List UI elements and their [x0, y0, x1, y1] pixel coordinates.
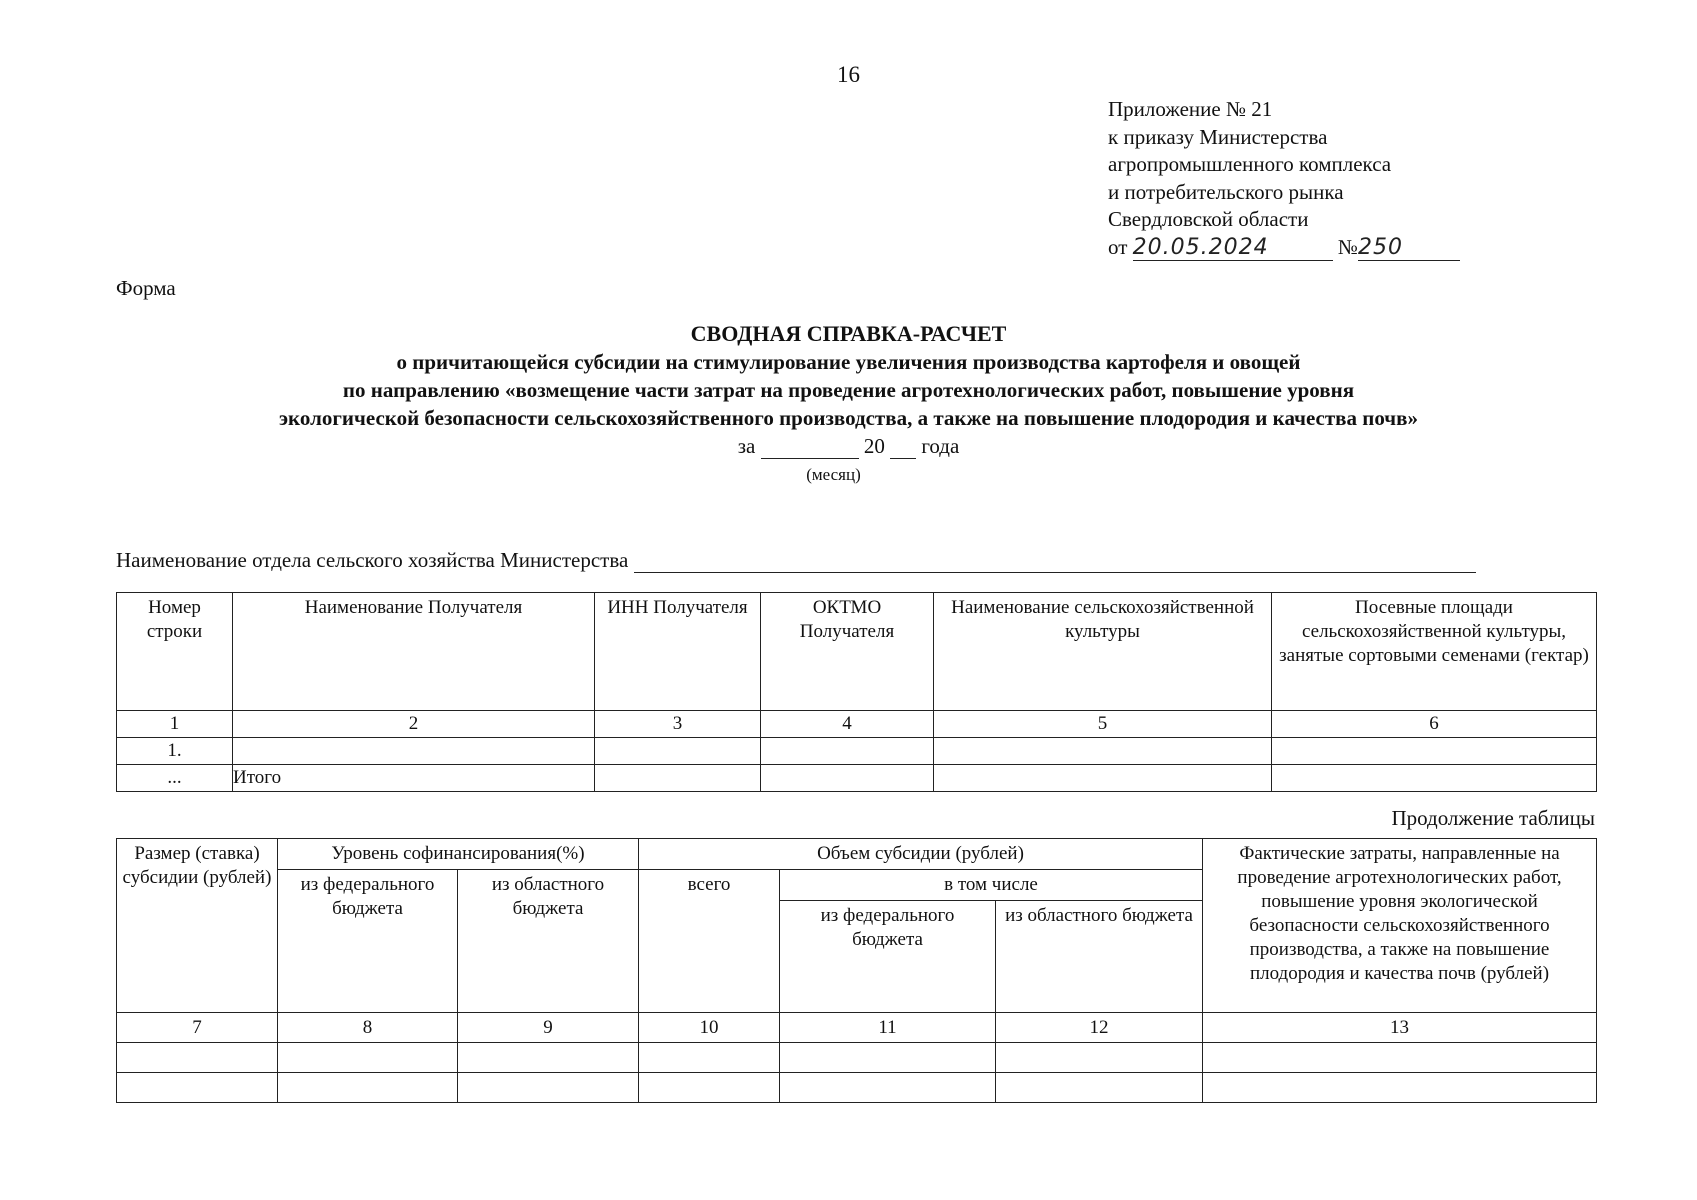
header-row-number: Номер строки: [117, 593, 233, 711]
empty-cell: [639, 1073, 780, 1103]
page-number: 16: [837, 62, 860, 87]
title-line-4: экологической безопасности сельскохозяйственного производства, а также на повышение плодородия и качества почв»: [278, 406, 1418, 430]
period-line: [0, 434, 1697, 459]
appendix-line-2: к приказу Министерства: [1108, 124, 1328, 149]
column-number-2: 2: [233, 711, 595, 738]
title-line-2: о причитающейся субсидии на стимулирование увеличения производства картофеля и овощей: [396, 350, 1301, 374]
row-1-cell: [934, 738, 1272, 765]
header-oktmo: ОКТМО Получателя: [761, 593, 934, 711]
appendix-block: [1108, 96, 1460, 261]
department-line: [116, 548, 1476, 573]
continuation-table: [116, 838, 1597, 1103]
appendix-line-5: Свердловской области: [1108, 207, 1309, 231]
year-prefix: 20: [863, 434, 885, 458]
empty-cell: [996, 1073, 1203, 1103]
header-sown-area: Посевные площади сельскохозяйственной культуры, занятые сортовыми семенами (гектар): [1272, 593, 1597, 711]
header-inn: ИНН Получателя: [595, 593, 761, 711]
number-prefix: №: [1337, 234, 1358, 259]
table-row: [117, 738, 1597, 765]
column-number-6: 6: [1272, 711, 1597, 738]
continuation-label: Продолжение таблицы: [1391, 806, 1595, 830]
empty-cell: [996, 1043, 1203, 1073]
empty-cell: [639, 1043, 780, 1073]
total-cell: [595, 765, 761, 792]
empty-cell: [117, 1043, 278, 1073]
column-number-8: 8: [278, 1013, 458, 1043]
row-1-cell: [761, 738, 934, 765]
header-actual-costs: Фактические затраты, направленные на проведение агротехнологических работ, повышение уровня экологической безопасности сельскохозяйственного производства, а также на повышение плодородия и качества почв (рублей): [1203, 839, 1597, 1013]
column-number-10: 10: [639, 1013, 780, 1043]
header-cofin-regional: из областного бюджета: [458, 870, 639, 1013]
form-label: Форма: [116, 276, 176, 300]
header-row-1: [117, 839, 1597, 870]
header-subsidy-volume: Объем субсидии (рублей): [639, 839, 1203, 870]
empty-cell: [278, 1073, 458, 1103]
department-label: Наименование отдела сельского хозяйства Министерства: [116, 548, 629, 572]
table-row: [117, 1043, 1597, 1073]
order-date-field: [1133, 234, 1333, 261]
header-cofin-federal: из федерального бюджета: [278, 870, 458, 1013]
table-row: [117, 1073, 1597, 1103]
appendix-line-3: агропромышленного комплекса: [1108, 152, 1392, 176]
column-number-7: 7: [117, 1013, 278, 1043]
appendix-line-1: Приложение № 21: [1108, 97, 1273, 121]
title-line-1: СВОДНАЯ СПРАВКА-РАСЧЕТ: [690, 321, 1007, 346]
year-blank: [890, 438, 916, 459]
column-number-4: 4: [761, 711, 934, 738]
column-number-3: 3: [595, 711, 761, 738]
month-blank: [761, 438, 859, 459]
appendix-line-4: и потребительского рынка: [1108, 179, 1344, 204]
column-number-11: 11: [780, 1013, 996, 1043]
appendix-date-line: [1108, 234, 1460, 262]
total-row: [117, 765, 1597, 792]
order-number-field: [1358, 234, 1460, 261]
document-title: [0, 320, 1697, 432]
empty-cell: [1203, 1073, 1597, 1103]
header-cofinancing: Уровень софинансирования(%): [278, 839, 639, 870]
column-number-5: 5: [934, 711, 1272, 738]
period-prefix: за: [737, 434, 756, 458]
header-volume-federal: из федерального бюджета: [780, 901, 996, 1013]
total-cell: [934, 765, 1272, 792]
total-label: Итого: [233, 765, 595, 792]
empty-cell: [780, 1043, 996, 1073]
empty-cell: [458, 1073, 639, 1103]
header-volume-regional: из областного бюджета: [996, 901, 1203, 1013]
row-1-cell: [233, 738, 595, 765]
header-crop-name: Наименование сельскохозяйственной культуры: [934, 593, 1272, 711]
empty-cell: [278, 1043, 458, 1073]
column-number-1: 1: [117, 711, 233, 738]
header-volume-total: всего: [639, 870, 780, 1013]
row-1-cell: [1272, 738, 1597, 765]
total-cell: [1272, 765, 1597, 792]
row-1-cell: [595, 738, 761, 765]
order-date-handwritten: 20.05.2024: [1132, 235, 1269, 260]
order-number-handwritten: 250: [1357, 235, 1403, 260]
table-header-row: [117, 593, 1597, 711]
empty-cell: [117, 1073, 278, 1103]
period-suffix: года: [921, 434, 960, 458]
column-number-9: 9: [458, 1013, 639, 1043]
header-including: в том числе: [780, 870, 1203, 901]
department-blank: [634, 550, 1476, 573]
row-1-number: 1.: [117, 738, 233, 765]
empty-cell: [780, 1073, 996, 1103]
column-number-row: [117, 711, 1597, 738]
main-table: [116, 592, 1597, 792]
month-hint-text: (месяц): [806, 465, 861, 484]
empty-cell: [458, 1043, 639, 1073]
empty-cell: [1203, 1043, 1597, 1073]
row-ellipsis: ...: [117, 765, 233, 792]
header-recipient-name: Наименование Получателя: [233, 593, 595, 711]
title-line-3: по направлению «возмещение части затрат на проведение агротехнологических работ, повышение уровня: [342, 378, 1355, 402]
column-number-12: 12: [996, 1013, 1203, 1043]
date-prefix: от: [1108, 234, 1128, 259]
total-cell: [761, 765, 934, 792]
column-number-row: [117, 1013, 1597, 1043]
header-rate: Размер (ставка) субсидии (рублей): [117, 839, 278, 1013]
month-hint: [0, 465, 1697, 485]
column-number-13: 13: [1203, 1013, 1597, 1043]
